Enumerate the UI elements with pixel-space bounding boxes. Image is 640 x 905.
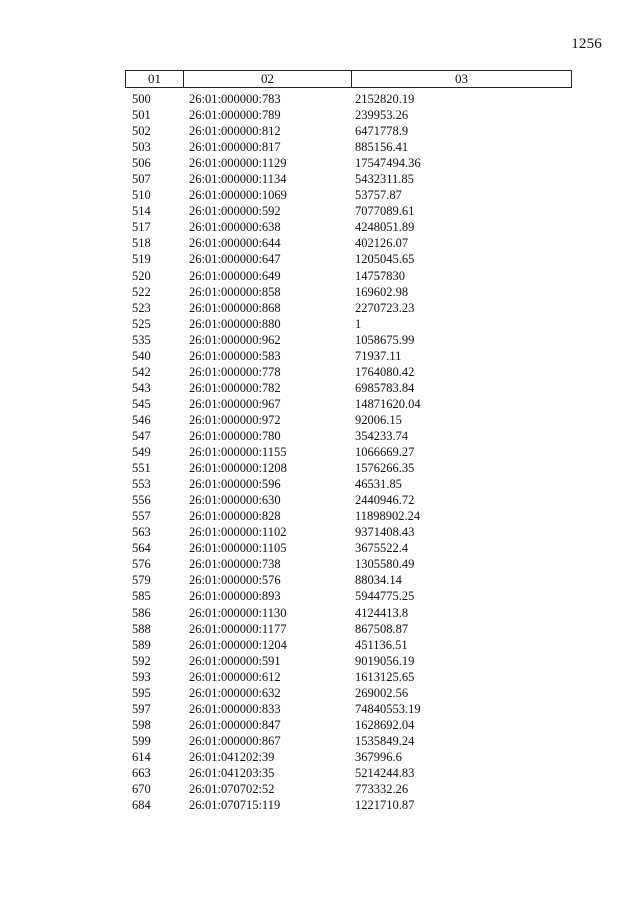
row-number-cell: 553 (132, 477, 151, 492)
table-row (125, 300, 572, 316)
cadastral-number-cell: 26:01:000000:833 (189, 701, 281, 716)
value-cell: 1628692.04 (355, 717, 415, 732)
table-row (125, 316, 572, 332)
row-number-cell: 663 (132, 765, 151, 780)
row-number-cell: 588 (132, 621, 151, 636)
table-row (125, 107, 572, 123)
cadastral-number-cell: 26:01:000000:1208 (189, 461, 287, 476)
row-number-cell: 684 (132, 798, 151, 813)
cadastral-number-cell: 26:01:000000:893 (189, 589, 281, 604)
value-cell: 2440946.72 (355, 493, 415, 508)
value-cell: 354233.74 (355, 428, 409, 443)
table-row (125, 155, 572, 171)
cadastral-number-cell: 26:01:000000:612 (189, 669, 281, 684)
value-cell: 2152820.19 (355, 92, 415, 106)
cadastral-number-cell: 26:01:070702:52 (189, 782, 275, 797)
row-number-cell: 500 (132, 92, 151, 106)
table-row (125, 203, 572, 219)
table-row (125, 797, 572, 813)
table-header (125, 70, 572, 88)
table-row (125, 219, 572, 235)
value-cell: 5944775.25 (355, 589, 415, 604)
cadastral-number-cell: 26:01:000000:780 (189, 428, 281, 443)
value-cell: 74840553.19 (355, 701, 421, 716)
table-row (125, 251, 572, 267)
row-number-cell: 557 (132, 509, 151, 524)
row-number-cell: 595 (132, 685, 151, 700)
table-row (125, 653, 572, 669)
row-number-cell: 501 (132, 108, 151, 123)
row-number-cell: 506 (132, 156, 151, 171)
value-cell: 1576266.35 (355, 461, 415, 476)
cadastral-number-cell: 26:01:000000:962 (189, 332, 281, 347)
cadastral-number-cell: 26:01:000000:1102 (189, 525, 287, 540)
table-row (125, 605, 572, 621)
row-number-cell: 523 (132, 300, 151, 315)
cadastral-number-cell: 26:01:000000:1177 (189, 621, 287, 636)
cadastral-number-cell: 26:01:000000:596 (189, 477, 281, 492)
value-cell: 6985783.84 (355, 380, 415, 395)
row-number-cell: 551 (132, 461, 151, 476)
value-cell: 402126.07 (355, 236, 409, 251)
value-cell: 2270723.23 (355, 300, 415, 315)
value-cell: 239953.26 (355, 108, 409, 123)
table-row (125, 460, 572, 476)
cadastral-number-cell: 26:01:000000:858 (189, 284, 281, 299)
table-row (125, 235, 572, 251)
row-number-cell: 547 (132, 428, 151, 443)
value-cell: 1066669.27 (355, 445, 415, 460)
row-number-cell: 510 (132, 188, 151, 203)
value-cell: 885156.41 (355, 140, 409, 155)
table-row (125, 572, 572, 588)
value-cell: 88034.14 (355, 573, 402, 588)
table-row (125, 476, 572, 492)
value-cell: 1221710.87 (355, 798, 415, 813)
table-row (125, 508, 572, 524)
row-number-cell: 542 (132, 364, 151, 379)
table-row (125, 428, 572, 444)
table-row (125, 412, 572, 428)
value-cell: 1 (355, 316, 362, 331)
row-number-cell: 592 (132, 653, 151, 668)
table-row (125, 91, 572, 107)
cadastral-number-cell: 26:01:000000:1204 (189, 637, 287, 652)
table-row (125, 171, 572, 187)
value-cell: 7077089.61 (355, 204, 415, 219)
table-row (125, 733, 572, 749)
table-row (125, 396, 572, 412)
row-number-cell: 543 (132, 380, 151, 395)
row-number-cell: 549 (132, 445, 151, 460)
row-number-cell: 563 (132, 525, 151, 540)
cadastral-number-cell: 26:01:000000:828 (189, 509, 281, 524)
row-number-cell: 503 (132, 140, 151, 155)
value-cell: 5214244.83 (355, 765, 415, 780)
value-cell: 11898902.24 (355, 509, 421, 524)
cadastral-number-cell: 26:01:000000:812 (189, 124, 281, 139)
row-number-cell: 519 (132, 252, 151, 267)
row-number-cell: 585 (132, 589, 151, 604)
table-row (125, 637, 572, 653)
row-number-cell: 599 (132, 733, 151, 748)
row-number-cell: 564 (132, 541, 151, 556)
cadastral-number-cell: 26:01:000000:972 (189, 412, 281, 427)
value-cell: 773332.26 (355, 782, 409, 797)
table-row (125, 364, 572, 380)
cadastral-number-cell: 26:01:000000:591 (189, 653, 281, 668)
row-number-cell: 535 (132, 332, 151, 347)
row-number-cell: 614 (132, 749, 151, 764)
cadastral-number-cell: 26:01:000000:1069 (189, 188, 287, 203)
value-cell: 1613125.65 (355, 669, 415, 684)
cadastral-number-cell: 26:01:000000:649 (189, 268, 281, 283)
row-number-cell: 517 (132, 220, 151, 235)
cadastral-number-cell: 26:01:000000:592 (189, 204, 281, 219)
table-row (125, 621, 572, 637)
cadastral-number-cell: 26:01:000000:1129 (189, 156, 287, 171)
value-cell: 1764080.42 (355, 364, 415, 379)
value-cell: 92006.15 (355, 412, 402, 427)
value-cell: 1535849.24 (355, 733, 415, 748)
value-cell: 6471778.9 (355, 124, 409, 139)
page-number: 1256 (571, 36, 602, 52)
table-row (125, 540, 572, 556)
cadastral-number-cell: 26:01:000000:632 (189, 685, 281, 700)
row-number-cell: 540 (132, 348, 151, 363)
table-row (125, 701, 572, 717)
row-number-cell: 514 (132, 204, 151, 219)
cadastral-number-cell: 26:01:000000:583 (189, 348, 281, 363)
cadastral-number-cell: 26:01:000000:778 (189, 364, 281, 379)
header-col-02: 02 (184, 71, 352, 87)
table-row (125, 332, 572, 348)
table-body (125, 91, 572, 813)
table-row (125, 380, 572, 396)
header-col-01: 01 (126, 71, 184, 87)
cadastral-number-cell: 26:01:000000:638 (189, 220, 281, 235)
table-row (125, 284, 572, 300)
row-number-cell: 598 (132, 717, 151, 732)
cadastral-number-cell: 26:01:000000:847 (189, 717, 281, 732)
cadastral-number-cell: 26:01:000000:647 (189, 252, 281, 267)
row-number-cell: 579 (132, 573, 151, 588)
value-cell: 367996.6 (355, 749, 402, 764)
table-row (125, 685, 572, 701)
row-number-cell: 522 (132, 284, 151, 299)
table-row (125, 749, 572, 765)
cadastral-number-cell: 26:01:000000:738 (189, 557, 281, 572)
value-cell: 5432311.85 (355, 172, 414, 187)
table-row (125, 492, 572, 508)
value-cell: 4248051.89 (355, 220, 415, 235)
value-cell: 867508.87 (355, 621, 409, 636)
cadastral-number-cell: 26:01:000000:630 (189, 493, 281, 508)
cadastral-number-cell: 26:01:000000:1105 (189, 541, 287, 556)
table-row (125, 268, 572, 284)
value-cell: 1058675.99 (355, 332, 415, 347)
row-number-cell: 546 (132, 412, 151, 427)
cadastral-number-cell: 26:01:000000:789 (189, 108, 281, 123)
table-row (125, 717, 572, 733)
cadastral-number-cell: 26:01:000000:576 (189, 573, 281, 588)
table-row (125, 348, 572, 364)
row-number-cell: 670 (132, 782, 151, 797)
table-row (125, 588, 572, 604)
cadastral-number-cell: 26:01:000000:782 (189, 380, 281, 395)
row-number-cell: 518 (132, 236, 151, 251)
table-row (125, 524, 572, 540)
cadastral-number-cell: 26:01:000000:880 (189, 316, 281, 331)
row-number-cell: 556 (132, 493, 151, 508)
row-number-cell: 525 (132, 316, 151, 331)
cadastral-number-cell: 26:01:041202:39 (189, 749, 275, 764)
cadastral-number-cell: 26:01:000000:1130 (189, 605, 287, 620)
table-row (125, 139, 572, 155)
value-cell: 451136.51 (355, 637, 408, 652)
table-row (125, 187, 572, 203)
table-row (125, 444, 572, 460)
cadastral-number-cell: 26:01:070715:119 (189, 798, 281, 813)
value-cell: 14871620.04 (355, 396, 421, 411)
value-cell: 9371408.43 (355, 525, 415, 540)
value-cell: 14757830 (355, 268, 405, 283)
table-row (125, 556, 572, 572)
cadastral-number-cell: 26:01:000000:783 (189, 92, 281, 106)
value-cell: 3675522.4 (355, 541, 409, 556)
cadastral-number-cell: 26:01:041203:35 (189, 765, 275, 780)
row-number-cell: 520 (132, 268, 151, 283)
cadastral-number-cell: 26:01:000000:1134 (189, 172, 287, 187)
cadastral-number-cell: 26:01:000000:817 (189, 140, 281, 155)
value-cell: 169602.98 (355, 284, 409, 299)
value-cell: 9019056.19 (355, 653, 415, 668)
value-cell: 269002.56 (355, 685, 409, 700)
row-number-cell: 597 (132, 701, 151, 716)
cadastral-number-cell: 26:01:000000:967 (189, 396, 281, 411)
row-number-cell: 586 (132, 605, 151, 620)
value-cell: 4124413.8 (355, 605, 409, 620)
row-number-cell: 576 (132, 557, 151, 572)
row-number-cell: 545 (132, 396, 151, 411)
row-number-cell: 507 (132, 172, 151, 187)
value-cell: 1305580.49 (355, 557, 415, 572)
data-table (125, 70, 572, 813)
table-row (125, 669, 572, 685)
row-number-cell: 589 (132, 637, 151, 652)
table-row (125, 123, 572, 139)
cadastral-number-cell: 26:01:000000:868 (189, 300, 281, 315)
row-number-cell: 593 (132, 669, 151, 684)
value-cell: 17547494.36 (355, 156, 421, 171)
value-cell: 1205045.65 (355, 252, 415, 267)
table-row (125, 781, 572, 797)
header-col-03: 03 (455, 71, 468, 86)
value-cell: 46531.85 (355, 477, 402, 492)
cadastral-number-cell: 26:01:000000:644 (189, 236, 281, 251)
table-row (125, 765, 572, 781)
cadastral-number-cell: 26:01:000000:1155 (189, 445, 287, 460)
row-number-cell: 502 (132, 124, 151, 139)
value-cell: 71937.11 (355, 348, 402, 363)
value-cell: 53757.87 (355, 188, 402, 203)
cadastral-number-cell: 26:01:000000:867 (189, 733, 281, 748)
